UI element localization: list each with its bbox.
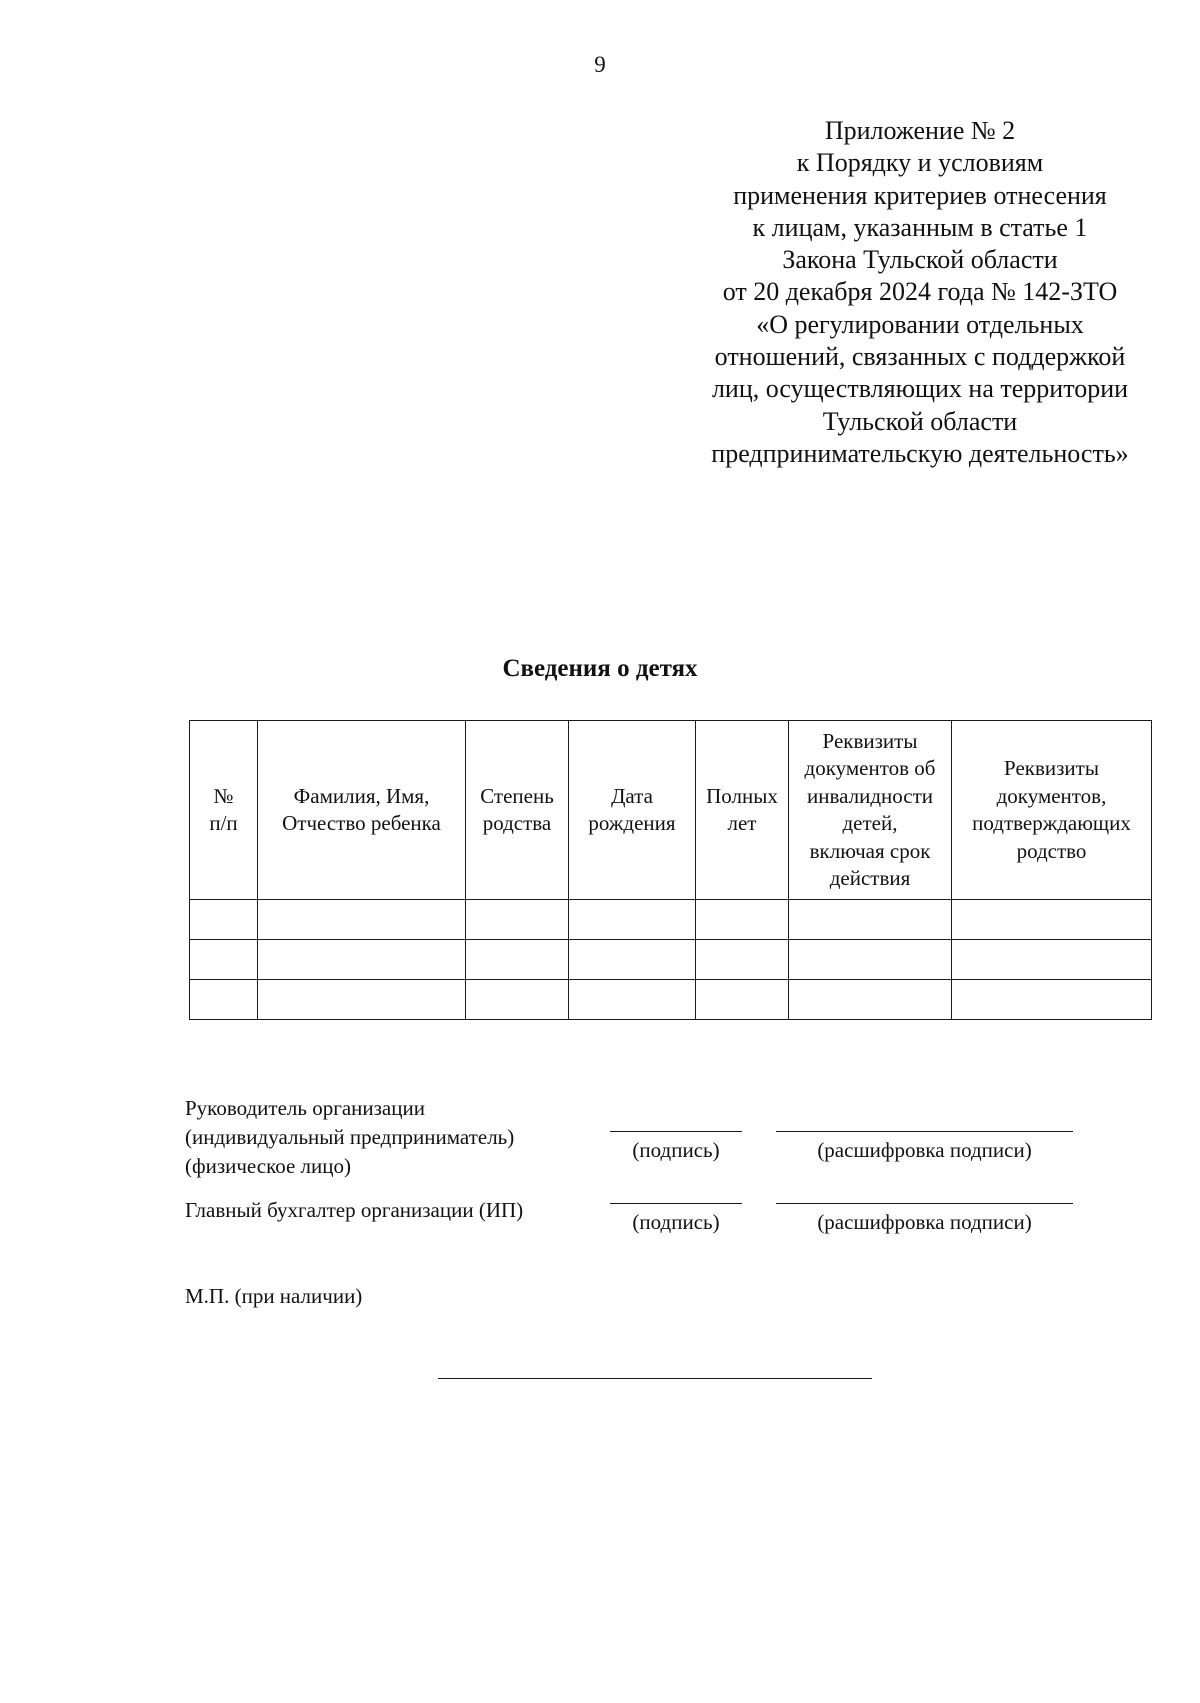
signature-caption: (подпись) [632,1138,720,1162]
children-table [189,720,1152,1020]
appendix-line: лиц, осуществляющих на территории [711,374,1129,404]
table-cell[interactable] [789,980,952,1020]
table-cell[interactable] [258,980,466,1020]
header-age: Полных лет [696,721,789,900]
table-cell[interactable] [190,980,258,1020]
appendix-line: Приложение № 2 [824,116,1016,145]
decoding-caption: (расшифровка подписи) [817,1210,1032,1234]
table-cell[interactable] [569,940,696,980]
appendix-line: отношений, связанных с поддержкой [714,342,1126,372]
page-number: 9 [594,52,606,77]
table-row [190,900,1152,940]
signature-caption: (подпись) [632,1210,720,1234]
appendix-line: к лицам, указанным в статье 1 [752,212,1088,242]
table-cell[interactable] [696,980,789,1020]
appendix-line: применения критериев отнесения [733,180,1107,210]
table-cell[interactable] [952,940,1152,980]
header-relationship: Степень родства [466,721,569,900]
table-cell[interactable] [789,900,952,940]
bottom-divider [438,1378,872,1379]
table-cell[interactable] [190,940,258,980]
table-cell[interactable] [190,900,258,940]
header-number: № п/п [190,721,258,900]
table-cell[interactable] [466,940,569,980]
table-cell[interactable] [258,900,466,940]
appendix-line: от 20 декабря 2024 года № 142-ЗТО [722,277,1118,307]
appendix-line: «О регулировании отдельных [756,309,1084,339]
table-cell[interactable] [789,940,952,980]
decoding-line[interactable] [776,1203,1073,1204]
accountant-label: Главный бухгалтер организации (ИП) [185,1198,524,1222]
appendix-line: к Порядку и условиям [796,148,1044,178]
table-cell[interactable] [952,980,1152,1020]
header-full-name: Фамилия, Имя, Отчество ребенка [258,721,466,900]
table-header-row [190,721,1152,900]
decoding-line[interactable] [776,1131,1073,1132]
appendix-header [640,115,1200,470]
head-label: Руководитель организации (индивидуальный предприниматель) (физическое лицо) [185,1096,515,1178]
document-title: Сведения о детях [502,655,698,682]
header-birth-date: Дата рождения [569,721,696,900]
table-cell[interactable] [466,900,569,940]
table-cell[interactable] [696,940,789,980]
table-row [190,940,1152,980]
signature-line[interactable] [610,1203,742,1204]
table-cell[interactable] [569,980,696,1020]
decoding-caption: (расшифровка подписи) [817,1138,1032,1162]
signature-line[interactable] [610,1131,742,1132]
header-disability-documents: Реквизиты документов об инвалидности детей, включая срок действия [789,721,952,900]
appendix-line: предпринимательскую деятельность» [711,438,1129,468]
table-cell[interactable] [466,980,569,1020]
table-cell[interactable] [696,900,789,940]
table-cell[interactable] [952,900,1152,940]
table-cell[interactable] [258,940,466,980]
table-row [190,980,1152,1020]
stamp-place: М.П. (при наличии) [185,1284,363,1308]
appendix-line: Закона Тульской области [782,245,1058,275]
header-kinship-documents: Реквизиты документов, подтверждающих родство [952,721,1152,900]
appendix-line: Тульской области [822,406,1018,436]
table-cell[interactable] [569,900,696,940]
